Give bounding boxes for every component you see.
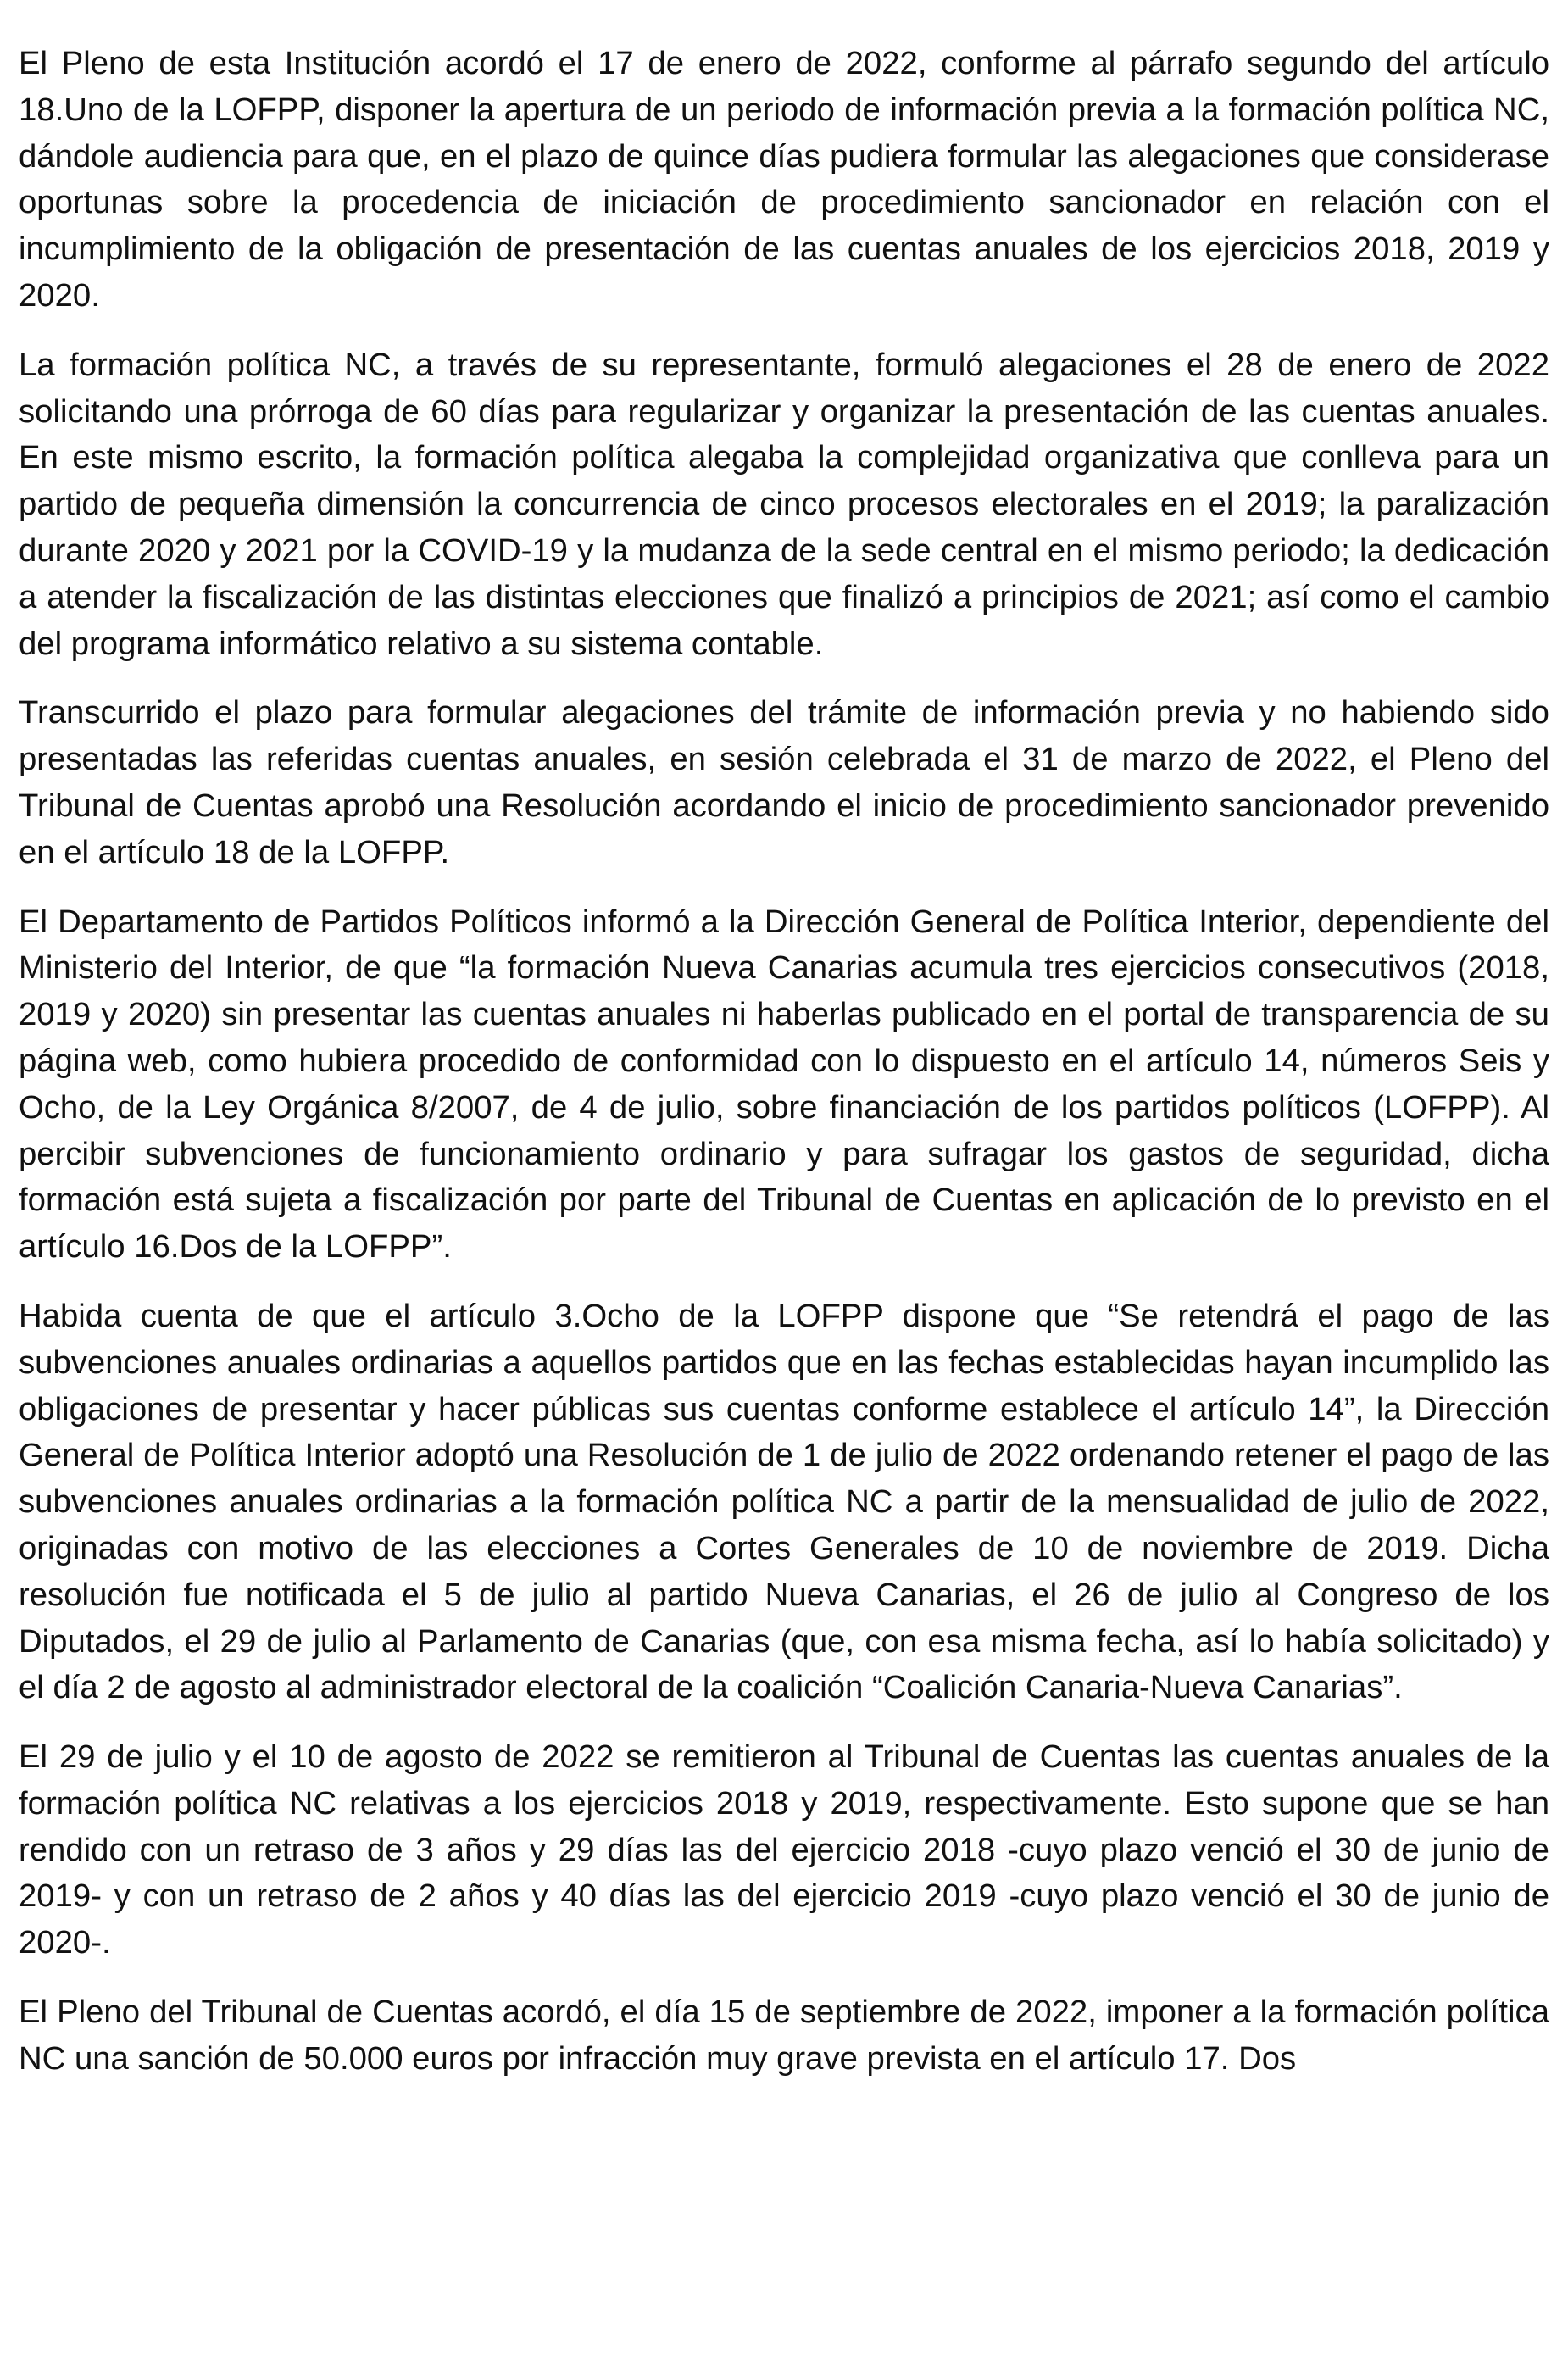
paragraph-remision-cuentas: El 29 de julio y el 10 de agosto de 2022 se remitieron al Tribunal de Cuentas las cuentas anuales de la formación política NC relativas a los ejercicios 2018 y 2019, respectivamente. Esto supone que se han rendido con un retraso de 3 años y 29 días las del ejercicio 2018 -cuyo plazo venció el 30 de junio de 2019- y con un retraso de 2 años y 40 días las del ejercicio 2019 -cuyo plazo venció el 30 de junio de 2020-. <box>19 1738 1549 1961</box>
paragraph-inicio-procedimiento: Transcurrido el plazo para formular alegaciones del trámite de información previa y no habiendo sido presentadas las referidas cuentas anuales, en sesión celebrada el 31 de marzo de 2022, el Pleno del Tribunal de Cuentas aprobó una Resolución acordando el inicio de procedimiento sancionador prevenido en el artículo 18 de la LOFPP. <box>19 694 1549 871</box>
paragraph-sancion: El Pleno del Tribunal de Cuentas acordó, el día 15 de septiembre de 2022, imponer a la formación política NC una sanción de 50.000 euros por infracción muy grave prevista en el artículo 17. Dos <box>19 1994 1549 2077</box>
paragraph-informacion-previa: El Pleno de esta Institución acordó el 17 de enero de 2022, conforme al párrafo segundo del artículo 18.Uno de la LOFPP, disponer la apertura de un periodo de información previa a la formación política NC, dándole audiencia para que, en el plazo de quince días pudiera formular las alegaciones que considerase oportunas sobre la procedencia de iniciación de procedimiento sancionador en relación con el incumplimiento de la obligación de presentación de las cuentas anuales de los ejercicios 2018, 2019 y 2020. <box>19 45 1549 314</box>
paragraph-alegaciones: La formación política NC, a través de su representante, formuló alegaciones el 28 de enero de 2022 solicitando una prórroga de 60 días para regularizar y organizar la presentación de las cuentas anuales. En este mismo escrito, la formación política alegaba la complejidad organizativa que conlleva para un partido de pequeña dimensión la concurrencia de cinco procesos electorales en el 2019; la paralización durante 2020 y 2021 por la COVID-19 y la mudanza de la sede central en el mismo periodo; la dedicación a atender la fiscalización de las distintas elecciones que finalizó a principios de 2021; así como el cambio del programa informático relativo a su sistema contable. <box>19 346 1549 662</box>
document-body <box>19 41 1549 2105</box>
paragraph-departamento-partidos: El Departamento de Partidos Políticos informó a la Dirección General de Política Interior, dependiente del Ministerio del Interior, de que “la formación Nueva Canarias acumula tres ejercicios consecutivos (2018, 2019 y 2020) sin presentar las cuentas anuales ni haberlas publicado en el portal de transparencia de su página web, como hubiera procedido de conformidad con lo dispuesto en el artículo 14, números Seis y Ocho, de la Ley Orgánica 8/2007, de 4 de julio, sobre financiación de los partidos políticos (LOFPP). Al percibir subvenciones de funcionamiento ordinario y para sufragar los gastos de seguridad, dicha formación está sujeta a fiscalización por parte del Tribunal de Cuentas en aplicación de lo previsto en el artículo 16.Dos de la LOFPP”. <box>19 903 1549 1266</box>
paragraph-retencion-subvenciones: Habida cuenta de que el artículo 3.Ocho de la LOFPP dispone que “Se retendrá el pago de las subvenciones anuales ordinarias a aquellos partidos que en las fechas establecidas hayan incumplido las obligaciones de presentar y hacer públicas sus cuentas conforme establece el artículo 14”, la Dirección General de Política Interior adoptó una Resolución de 1 de julio de 2022 ordenando retener el pago de las subvenciones anuales ordinarias a la formación política NC a partir de la mensualidad de julio de 2022, originadas con motivo de las elecciones a Cortes Generales de 10 de noviembre de 2019. Dicha resolución fue notificada el 5 de julio al partido Nueva Canarias, el 26 de julio al Congreso de los Diputados, el 29 de julio al Parlamento de Canarias (que, con esa misma fecha, así lo había solicitado) y el día 2 de agosto al administrador electoral de la coalición “Coalición Canaria-Nueva Canarias”. <box>19 1297 1549 1706</box>
